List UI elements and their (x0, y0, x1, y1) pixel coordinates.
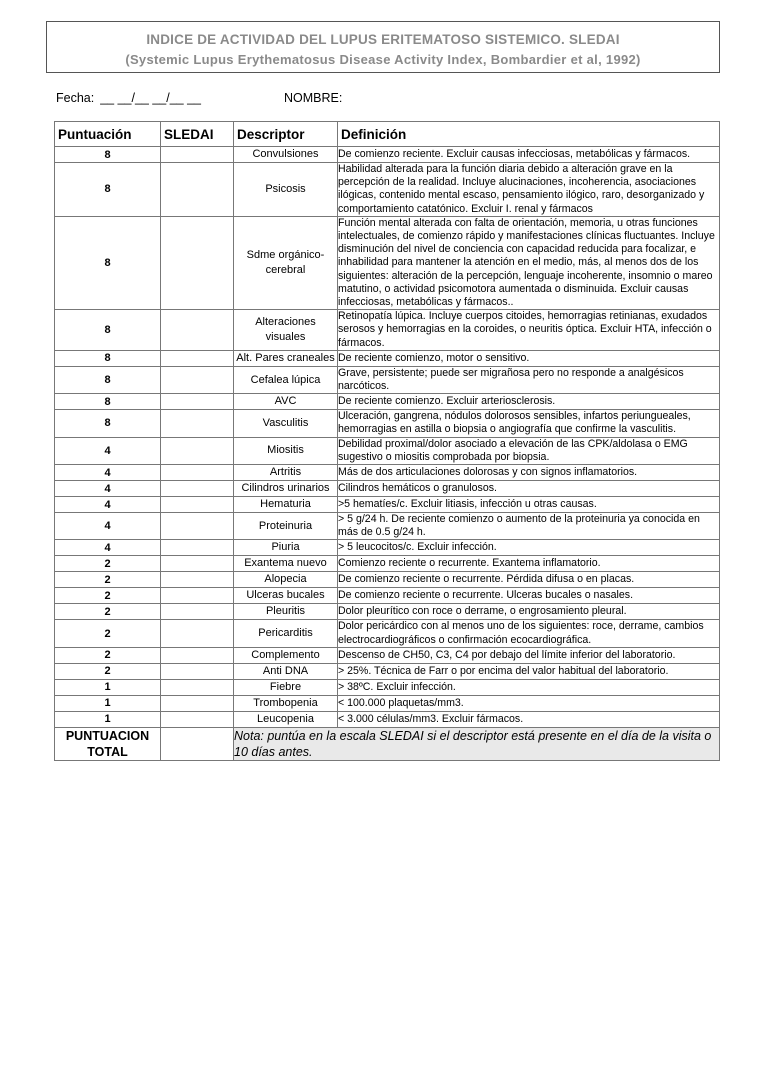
score-cell: 4 (55, 437, 161, 464)
score-cell: 4 (55, 513, 161, 540)
descriptor-cell: Sdme orgánico-cerebral (234, 216, 338, 309)
sledai-cell[interactable] (161, 350, 234, 366)
score-cell: 8 (55, 216, 161, 309)
table-row (55, 663, 720, 679)
table-row (55, 604, 720, 620)
table-row (55, 620, 720, 647)
score-cell: 4 (55, 465, 161, 481)
definition-cell: Más de dos articulaciones dolorosas y con signos inflamatorios. (338, 465, 720, 481)
descriptor-cell: Exantema nuevo (234, 556, 338, 572)
sledai-cell[interactable] (161, 556, 234, 572)
column-header-sledai: SLEDAI (161, 122, 234, 147)
sledai-cell[interactable] (161, 679, 234, 695)
table-row (55, 711, 720, 727)
total-label-line1: PUNTUACION (65, 728, 150, 743)
table-row (55, 695, 720, 711)
descriptor-cell: Pleuritis (234, 604, 338, 620)
sledai-cell[interactable] (161, 410, 234, 437)
sledai-cell[interactable] (161, 394, 234, 410)
definition-cell: De comienzo reciente o recurrente. Pérdida difusa o en placas. (338, 572, 720, 588)
descriptor-cell: Trombopenia (234, 695, 338, 711)
score-cell: 2 (55, 572, 161, 588)
score-cell: 4 (55, 481, 161, 497)
table-row (55, 647, 720, 663)
definition-cell: Grave, persistente; puede ser migrañosa pero no responde a analgésicos narcóticos. (338, 366, 720, 393)
score-cell: 4 (55, 497, 161, 513)
sledai-cell[interactable] (161, 695, 234, 711)
score-cell: 2 (55, 604, 161, 620)
descriptor-cell: Piuria (234, 540, 338, 556)
descriptor-cell: Ulceras bucales (234, 588, 338, 604)
descriptor-cell: Leucopenia (234, 711, 338, 727)
definition-cell: De reciente comienzo. Excluir arteriosclerosis. (338, 394, 720, 410)
table-row (55, 465, 720, 481)
sledai-cell[interactable] (161, 513, 234, 540)
score-cell: 8 (55, 163, 161, 217)
sledai-cell[interactable] (161, 481, 234, 497)
definition-cell: Debilidad proximal/dolor asociado a elevación de las CPK/aldolasa o EMG sugestivo o miositis comprobada por biopsia. (338, 437, 720, 464)
table-row (55, 572, 720, 588)
table-row (55, 481, 720, 497)
score-cell: 8 (55, 310, 161, 351)
sledai-cell[interactable] (161, 588, 234, 604)
name-label: NOMBRE: (284, 91, 343, 105)
sledai-cell[interactable] (161, 647, 234, 663)
definition-cell: > 5 leucocitos/c. Excluir infección. (338, 540, 720, 556)
sledai-cell[interactable] (161, 147, 234, 163)
total-label (55, 727, 161, 760)
descriptor-cell: Psicosis (234, 163, 338, 217)
score-cell: 8 (55, 394, 161, 410)
table-row (55, 216, 720, 309)
score-cell: 1 (55, 711, 161, 727)
document-title: INDICE DE ACTIVIDAD DEL LUPUS ERITEMATOSO SISTEMICO. SLEDAI (146, 32, 620, 47)
table-row (55, 540, 720, 556)
sledai-cell[interactable] (161, 366, 234, 393)
descriptor-cell: Alt. Pares craneales (234, 350, 338, 366)
definition-cell: > 25%. Técnica de Farr o por encima del valor habitual del laboratorio. (338, 663, 720, 679)
descriptor-cell: Anti DNA (234, 663, 338, 679)
sledai-cell[interactable] (161, 604, 234, 620)
definition-cell: Cilindros hemáticos o granulosos. (338, 481, 720, 497)
definition-cell: Comienzo reciente o recurrente. Exantema inflamatorio. (338, 556, 720, 572)
sledai-cell[interactable] (161, 216, 234, 309)
table-row (55, 679, 720, 695)
sledai-cell[interactable] (161, 620, 234, 647)
table-row (55, 163, 720, 217)
definition-cell: Descenso de CH50, C3, C4 por debajo del límite inferior del laboratorio. (338, 647, 720, 663)
score-cell: 2 (55, 647, 161, 663)
definition-cell: > 5 g/24 h. De reciente comienzo o aumento de la proteinuria ya conocida en más de 0.5 g/24 h. (338, 513, 720, 540)
descriptor-cell: Alteraciones visuales (234, 310, 338, 351)
definition-cell: De reciente comienzo, motor o sensitivo. (338, 350, 720, 366)
total-label-line2: TOTAL (87, 744, 128, 759)
descriptor-cell: Vasculitis (234, 410, 338, 437)
column-header-definition: Definición (338, 122, 720, 147)
title-box (46, 21, 720, 73)
score-cell: 8 (55, 366, 161, 393)
sledai-cell[interactable] (161, 465, 234, 481)
document-subtitle: (Systemic Lupus Erythematosus Disease Activity Index, Bombardier et al, 1992) (125, 52, 641, 67)
table-body (55, 147, 720, 728)
descriptor-cell: Cefalea lúpica (234, 366, 338, 393)
date-label: Fecha: (56, 91, 95, 105)
score-cell: 2 (55, 620, 161, 647)
column-header-score: Puntuación (55, 122, 161, 147)
definition-cell: De comienzo reciente o recurrente. Ulceras bucales o nasales. (338, 588, 720, 604)
table-row (55, 437, 720, 464)
definition-cell: Habilidad alterada para la función diaria debido a alteración grave en la percepción de la realidad. Incluye alucinaciones, incoherencia, asociaciones ilógicas, contenido mental escaso, pensamiento ilógico, raro, desorganizado y comportamiento catatónico. Excluir I. renal y fármacos (338, 163, 720, 217)
score-cell: 2 (55, 588, 161, 604)
definition-cell: Dolor pleurítico con roce o derrame, o engrosamiento pleural. (338, 604, 720, 620)
descriptor-cell: AVC (234, 394, 338, 410)
date-blank[interactable]: __ __/__ __/__ __ (100, 91, 202, 105)
table-row (55, 410, 720, 437)
total-sledai-cell[interactable] (161, 727, 234, 760)
score-cell: 8 (55, 410, 161, 437)
descriptor-cell: Hematuria (234, 497, 338, 513)
table-row (55, 497, 720, 513)
table-row (55, 366, 720, 393)
score-cell: 8 (55, 350, 161, 366)
descriptor-cell: Miositis (234, 437, 338, 464)
sledai-cell[interactable] (161, 540, 234, 556)
definition-cell: < 3.000 células/mm3. Excluir fármacos. (338, 711, 720, 727)
sledai-cell[interactable] (161, 310, 234, 351)
total-note: Nota: puntúa en la escala SLEDAI si el descriptor está presente en el día de la visita o 10 días antes. (234, 727, 720, 760)
sledai-cell[interactable] (161, 497, 234, 513)
definition-cell: Retinopatía lúpica. Incluye cuerpos citoides, hemorragias retinianas, exudados serosos y hemorragias en la coroides, o neuritis óptica. Excluir HTA, infección o fármacos. (338, 310, 720, 351)
table-row (55, 310, 720, 351)
descriptor-cell: Convulsiones (234, 147, 338, 163)
table-header-row (55, 122, 720, 147)
descriptor-cell: Pericarditis (234, 620, 338, 647)
sledai-cell[interactable] (161, 572, 234, 588)
sledai-cell[interactable] (161, 711, 234, 727)
sledai-cell[interactable] (161, 163, 234, 217)
sledai-cell[interactable] (161, 663, 234, 679)
table-row (55, 513, 720, 540)
descriptor-cell: Alopecia (234, 572, 338, 588)
score-cell: 2 (55, 556, 161, 572)
total-row (55, 727, 720, 760)
date-field (56, 91, 201, 105)
definition-cell: Dolor pericárdico con al menos uno de los siguientes: roce, derrame, cambios electrocardiográficos o confirmación ecocardiográfica. (338, 620, 720, 647)
descriptor-cell: Fiebre (234, 679, 338, 695)
sledai-table (54, 121, 720, 761)
definition-cell: < 100.000 plaquetas/mm3. (338, 695, 720, 711)
definition-cell: De comienzo reciente. Excluir causas infecciosas, metabólicas y fármacos. (338, 147, 720, 163)
definition-cell: Ulceración, gangrena, nódulos dolorosos sensibles, infartos periungueales, hemorragias en astilla o biopsia o angiografía que confirme la vasculitis. (338, 410, 720, 437)
definition-cell: Función mental alterada con falta de orientación, memoria, u otras funciones intelectuales, de comienzo rápido y manifestaciones clínicas fluctuantes. Incluye disminución del nivel de conciencia con capacidad reducida para focalizar, e inhabilidad para mantener la atención en el medio, más, al menos dos de los siguientes: alteración de la percepción, lenguaje incoherente, insomnio o mareo matutino, o actividad psicomotora aumentada o disminuida. Excluir causas infecciosas, metabólicas y fármacos.. (338, 216, 720, 309)
column-header-descriptor: Descriptor (234, 122, 338, 147)
definition-cell: > 38ºC. Excluir infección. (338, 679, 720, 695)
descriptor-cell: Cilindros urinarios (234, 481, 338, 497)
score-cell: 8 (55, 147, 161, 163)
table-row (55, 394, 720, 410)
descriptor-cell: Artritis (234, 465, 338, 481)
score-cell: 1 (55, 695, 161, 711)
score-cell: 1 (55, 679, 161, 695)
table-row (55, 147, 720, 163)
descriptor-cell: Proteinuria (234, 513, 338, 540)
table-row (55, 350, 720, 366)
sledai-cell[interactable] (161, 437, 234, 464)
table-row (55, 588, 720, 604)
table-row (55, 556, 720, 572)
definition-cell: >5 hematíes/c. Excluir litiasis, infección u otras causas. (338, 497, 720, 513)
score-cell: 2 (55, 663, 161, 679)
descriptor-cell: Complemento (234, 647, 338, 663)
score-cell: 4 (55, 540, 161, 556)
